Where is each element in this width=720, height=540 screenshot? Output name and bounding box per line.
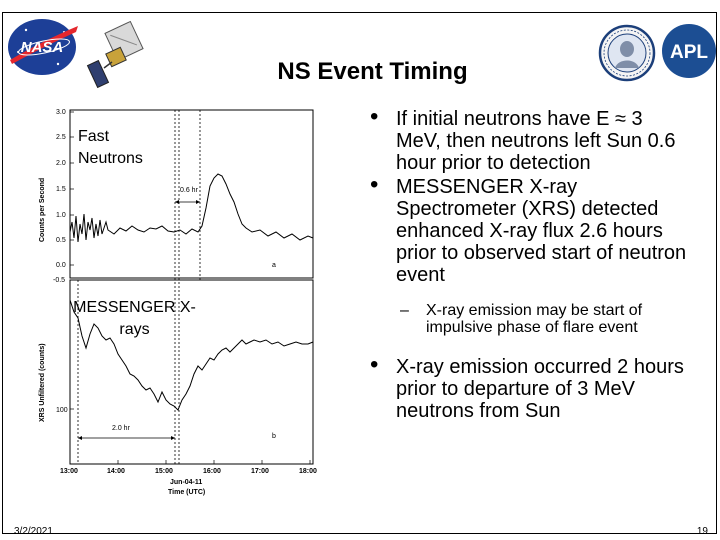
bullet-dot: •: [370, 171, 379, 198]
footer-date: 3/2/2021: [14, 526, 53, 537]
ytick-0.0: 0.0: [56, 262, 66, 269]
xtick-1400: 14:00: [107, 468, 125, 475]
panel-a-yticks: [53, 109, 66, 284]
ytick-neg0.5: -0.5: [53, 277, 66, 284]
bullet-text: If initial neutrons have E ≈ 3 MeV, then neutrons left Sun 0.6 hour prior to detection: [396, 108, 676, 174]
ytick-100: 100: [56, 407, 68, 414]
page-number: 19: [696, 526, 708, 537]
annotation-0.6hr: 0.6 hr: [180, 187, 198, 194]
xtick-1600: 16:00: [203, 468, 221, 475]
panel-a-letter: a: [272, 262, 276, 269]
xticks: [60, 468, 317, 475]
ytick-1.5: 1.5: [56, 186, 66, 193]
sub-bullet-item: [370, 302, 690, 336]
xtick-1800: 18:00: [299, 468, 317, 475]
panel-b-letter: b: [272, 433, 276, 440]
bullet-text: X-ray emission occurred 2 hours prior to departure of 3 MeV neutrons from Sun: [396, 356, 684, 422]
sub-bullet-text: X-ray emission may be start of impulsive phase of flare event: [426, 302, 643, 336]
ytick-2.5: 2.5: [56, 134, 66, 141]
x-date-label: Jun-04-11: [170, 479, 203, 486]
apl-logo-text: APL: [670, 42, 708, 63]
bullet-item: [370, 351, 690, 422]
nasa-logo-text: NASA: [20, 39, 64, 56]
ytick-0.5: 0.5: [56, 237, 66, 244]
fast-neutrons-label: Fast Neutrons: [78, 128, 143, 167]
messenger-xrays-label: MESSENGER X-rays: [73, 299, 196, 338]
bullet-item: [370, 103, 690, 174]
bullet-item: [370, 171, 690, 286]
panel-b-ylabel: XRS Unfiltered (counts): [39, 343, 46, 422]
bullet-dot: •: [370, 351, 379, 378]
sub-bullet-dash: –: [400, 302, 409, 319]
xtick-1300: 13:00: [60, 468, 78, 475]
x-axis-label: Time (UTC): [168, 489, 206, 496]
bullet-list: [370, 103, 690, 424]
bullet-dot: •: [370, 103, 379, 130]
ytick-3.0: 3.0: [56, 109, 66, 116]
slide-title: NS Event Timing: [277, 58, 468, 85]
annotation-2.0hr: 2.0 hr: [112, 425, 130, 432]
xtick-1700: 17:00: [251, 468, 269, 475]
panel-a-ylabel: Counts per Second: [39, 177, 46, 242]
bullet-text: MESSENGER X-ray Spectrometer (XRS) detected enhanced X-ray flux 2.6 hours prior to observed start of neutron event: [396, 176, 687, 286]
ytick-2.0: 2.0: [56, 160, 66, 167]
ytick-1.0: 1.0: [56, 212, 66, 219]
neutron-trace: [70, 174, 313, 242]
xtick-1500: 15:00: [155, 468, 173, 475]
